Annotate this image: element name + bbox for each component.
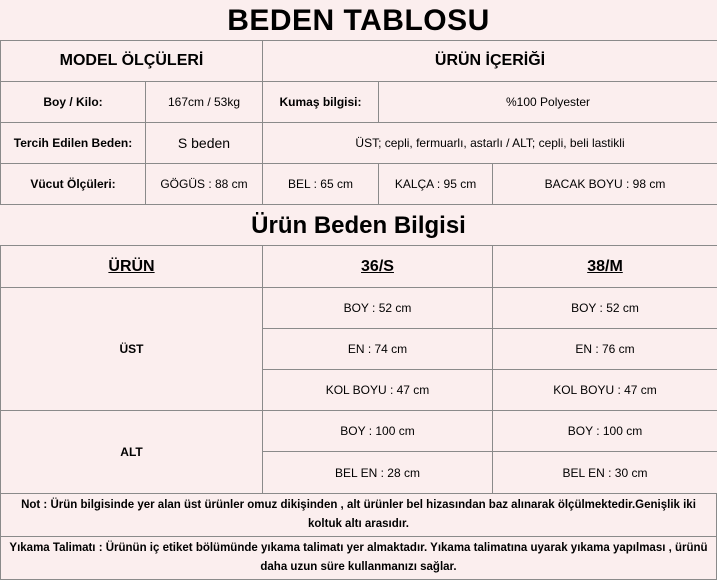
- size-info-table: [0, 245, 717, 494]
- alt-label: ALT: [1, 411, 263, 494]
- product-header: ÜRÜN İÇERİĞİ: [263, 41, 717, 82]
- alt-m-cell: BEL EN : 30 cm: [493, 452, 717, 494]
- tercih-value: S beden: [146, 123, 263, 164]
- wash-instruction: Yıkama Talimatı : Ürünün iç etiket bölümünde yıkama talimatı yer almaktadır. Yıkama talimatına uyarak yıkama yapılması , ürünü daha uzun süre kullanmanızı sağlar.: [1, 537, 717, 580]
- bel-value: BEL : 65 cm: [263, 164, 379, 205]
- gogus-value: GÖGÜS : 88 cm: [146, 164, 263, 205]
- boy-value: 167cm / 53kg: [146, 82, 263, 123]
- kalca-value: KALÇA : 95 cm: [379, 164, 493, 205]
- model-header: MODEL ÖLÇÜLERİ: [1, 41, 263, 82]
- boy-label: Boy / Kilo:: [1, 82, 146, 123]
- page-title: BEDEN TABLOSU: [0, 0, 717, 40]
- ust-label: ÜST: [1, 288, 263, 411]
- alt-s-cell: BEL EN : 28 cm: [263, 452, 493, 494]
- kumas-value: %100 Polyester: [379, 82, 717, 123]
- ust-s-cell: EN : 74 cm: [263, 329, 493, 370]
- alt-m-cell: BOY : 100 cm: [493, 411, 717, 452]
- col-product-header: ÜRÜN: [1, 246, 263, 288]
- alt-s-cell: BOY : 100 cm: [263, 411, 493, 452]
- col-m-header: 38/M: [493, 246, 717, 288]
- ust-m-cell: BOY : 52 cm: [493, 288, 717, 329]
- ust-m-cell: EN : 76 cm: [493, 329, 717, 370]
- tercih-label: Tercih Edilen Beden:: [1, 123, 146, 164]
- size-info-title: Ürün Beden Bilgisi: [0, 205, 717, 245]
- bacak-value: BACAK BOYU : 98 cm: [493, 164, 717, 205]
- model-product-table: [0, 40, 717, 205]
- ust-s-cell: KOL BOYU : 47 cm: [263, 370, 493, 411]
- ust-m-cell: KOL BOYU : 47 cm: [493, 370, 717, 411]
- notes-table: [0, 493, 717, 580]
- vucut-label: Vücut Ölçüleri:: [1, 164, 146, 205]
- measurement-note: Not : Ürün bilgisinde yer alan üst ürünler omuz dikişinden , alt ürünler bel hizasından baz alınarak ölçülmektedir.Genişlik iki koltuk altı arasıdır.: [1, 494, 717, 537]
- product-details: ÜST; cepli, fermuarlı, astarlı / ALT; cepli, beli lastikli: [263, 123, 717, 164]
- kumas-label: Kumaş bilgisi:: [263, 82, 379, 123]
- ust-s-cell: BOY : 52 cm: [263, 288, 493, 329]
- col-s-header: 36/S: [263, 246, 493, 288]
